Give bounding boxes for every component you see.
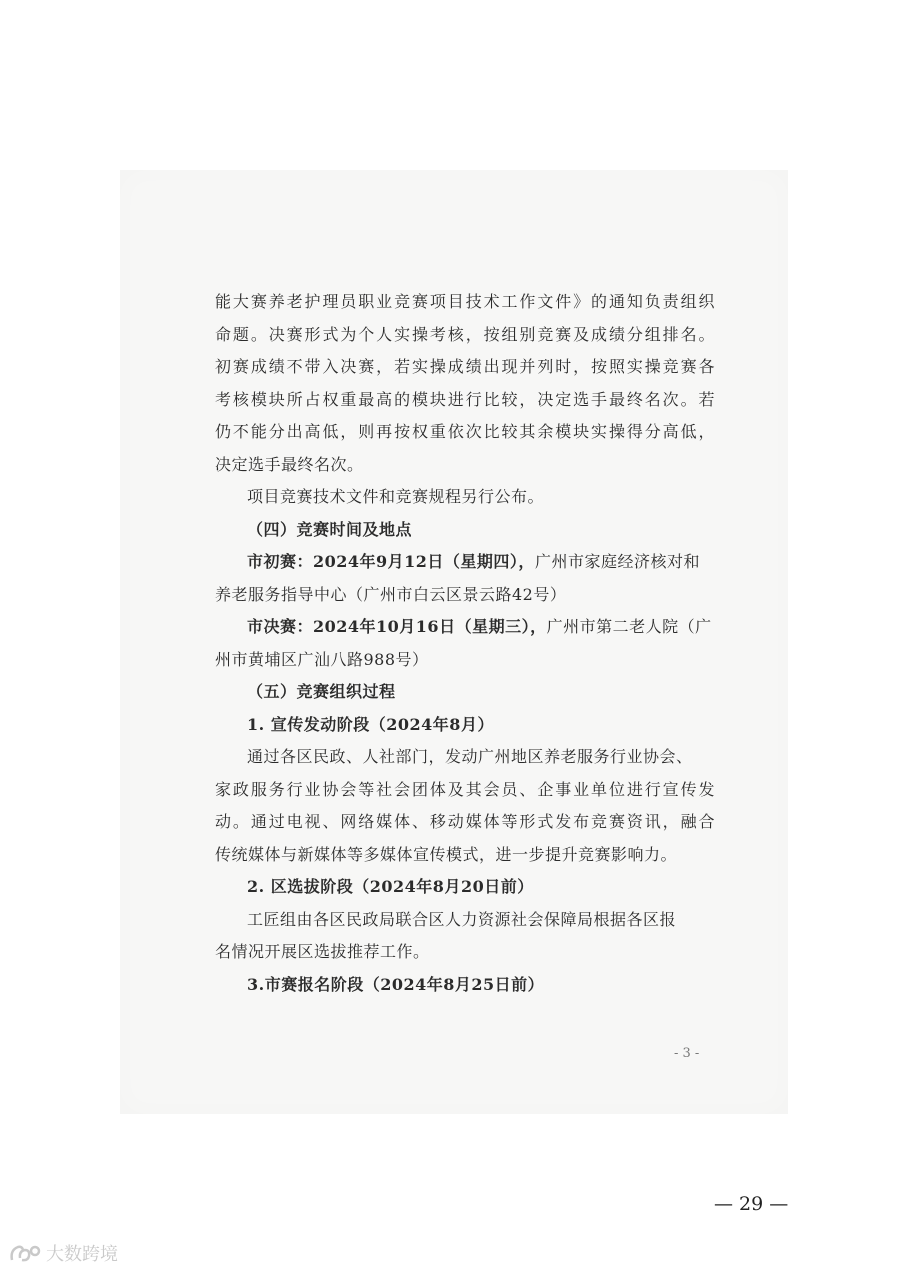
city-final-line: [215, 611, 715, 644]
body-line: 能大赛养老护理员职业竞赛项目技术工作文件》的通知负责组织: [215, 292, 715, 311]
city-final-venue-cont: 州市黄埔区广汕八路988号）: [215, 649, 429, 669]
city-prelim-label: 市初赛：2024年9月12日（星期四），: [247, 552, 535, 571]
city-final-label: 市决赛：2024年10月16日（星期三），: [247, 617, 547, 636]
body-line: 决定选手最终名次。: [215, 454, 364, 474]
stage1-line: 通过各区民政、人社部门，发动广州地区养老服务行业协会、: [247, 747, 693, 766]
city-prelim-line: [215, 546, 715, 579]
stage2-line: 工匠组由各区民政局联合区人力资源社会保障局根据各区报: [247, 909, 677, 929]
stage2-line: 名情况开展区选拔推荐工作。: [215, 942, 430, 961]
stage3-heading: 3.市赛报名阶段（2024年8月25日前）: [247, 974, 545, 994]
section-heading-5: （五）竞赛组织过程: [247, 682, 396, 701]
outer-page-number: — 29 —: [714, 1193, 789, 1215]
city-prelim-venue-cont: 养老服务指导中心（广州市白云区景云路42号）: [215, 584, 567, 604]
stage1-heading: 1. 宣传发动阶段（2024年8月）: [247, 714, 494, 734]
document-body: [215, 286, 715, 1001]
stage1-line: 传统媒体与新媒体等多媒体宣传模式，进一步提升竞赛影响力。: [215, 844, 678, 864]
tech-file-note: 项目竞赛技术文件和竞赛规程另行公布。: [247, 487, 545, 506]
city-prelim-venue: 广州市家庭经济核对和: [534, 552, 700, 571]
body-line: 仍不能分出高低，则再按权重依次比较其余模块实操得分高低，: [215, 422, 715, 441]
stage1-line: 家政服务行业协会等社会团体及其会员、企事业单位进行宣传发: [215, 779, 715, 799]
inner-page-number: - 3 -: [674, 1046, 700, 1061]
body-line: 初赛成绩不带入决赛，若实操成绩出现并列时，按照实操竞赛各: [215, 357, 715, 376]
body-line: 命题。决赛形式为个人实操考核，按组别竞赛及成绩分组排名。: [215, 324, 715, 344]
watermark-text: 大数跨境: [46, 1244, 118, 1265]
stage1-line: 动。通过电视、网络媒体、移动媒体等形式发布竞赛资讯，融合: [215, 812, 715, 831]
body-line: 考核模块所占权重最高的模块进行比较，决定选手最终名次。若: [215, 389, 715, 409]
city-final-venue: 广州市第二老人院（广: [546, 617, 712, 636]
section-heading-4: （四）竞赛时间及地点: [247, 519, 413, 539]
stage2-heading: 2. 区选拔阶段（2024年8月20日前）: [247, 877, 534, 896]
brand-logo-icon: [8, 1242, 42, 1264]
watermark: [8, 1240, 118, 1266]
